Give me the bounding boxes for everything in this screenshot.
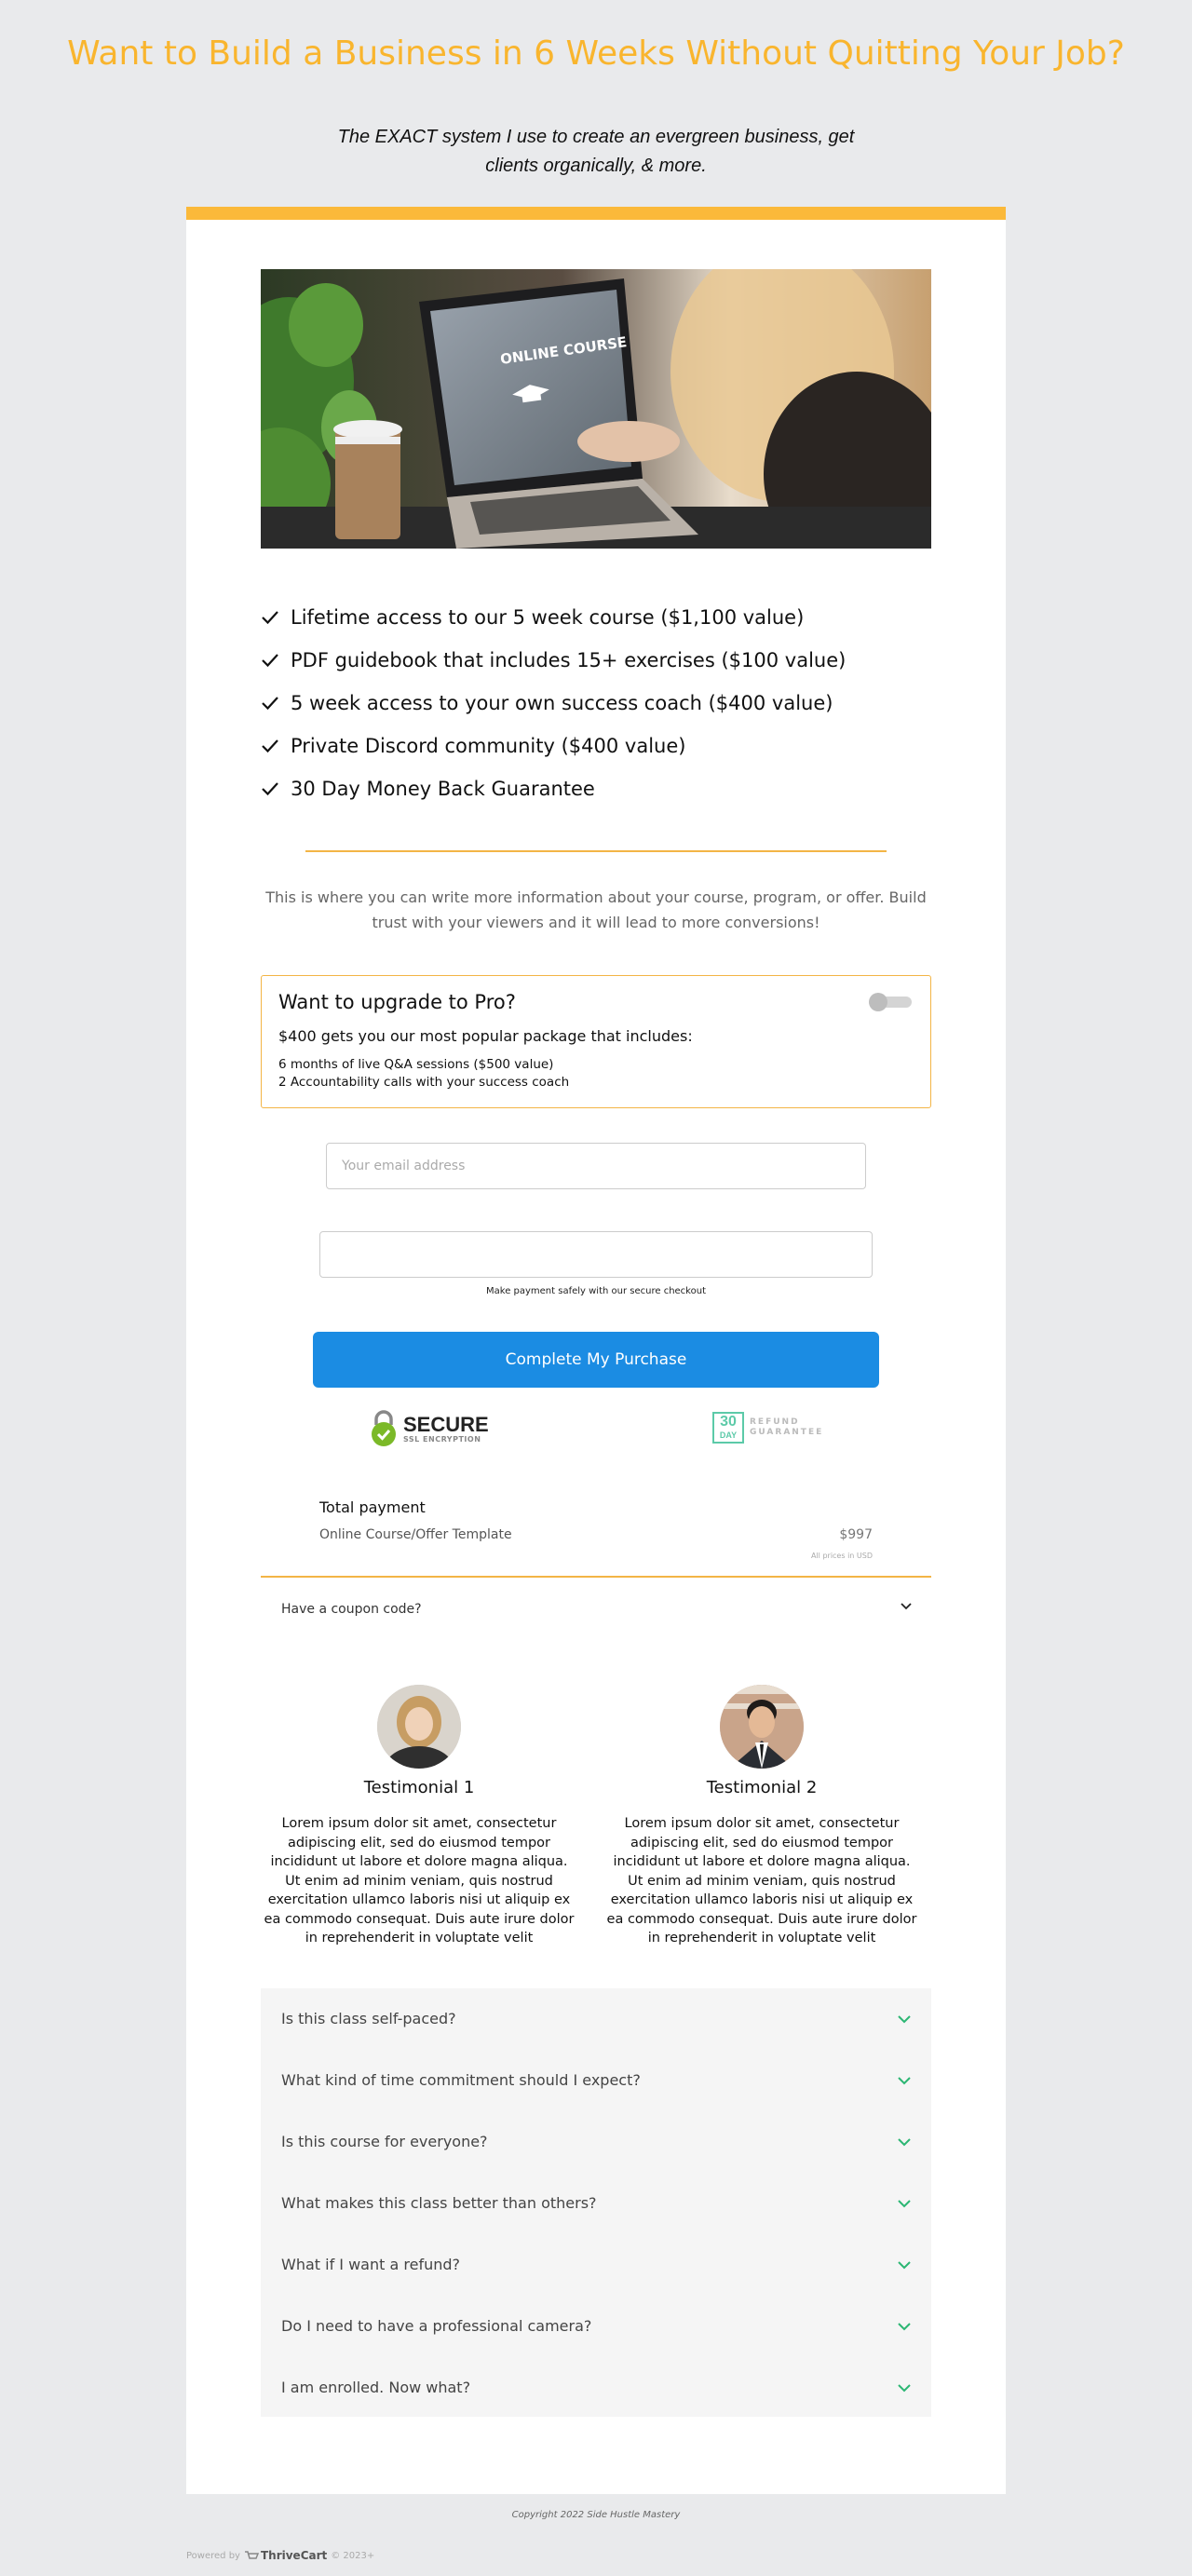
upgrade-description: $400 gets you our most popular package that includes: (278, 1027, 693, 1045)
faq-question: What makes this class better than others? (281, 2194, 597, 2212)
testimonial-card (261, 1685, 577, 1948)
avatar (377, 1685, 461, 1769)
benefit-text: Lifetime access to our 5 week course ($1,100 value) (291, 606, 805, 629)
faq-question: Is this class self-paced? (281, 2010, 456, 2027)
chevron-down-icon (897, 2013, 912, 2026)
faq-question: I am enrolled. Now what? (281, 2379, 471, 2396)
guarantee-line2: GUARANTEE (750, 1428, 824, 1437)
upgrade-title: Want to upgrade to Pro? (278, 991, 516, 1013)
avatar (720, 1685, 804, 1769)
complete-purchase-button[interactable]: Complete My Purchase (313, 1332, 879, 1388)
benefit-text: 5 week access to your own success coach ($400 value) (291, 692, 833, 714)
ssl-label: SSL ENCRYPTION (403, 1434, 481, 1444)
faq-item[interactable] (261, 2173, 931, 2234)
ssl-secure-badge (369, 1409, 489, 1448)
upgrade-item: 2 Accountability calls with your success coach (278, 1075, 570, 1090)
copyright-text: Copyright 2022 Side Hustle Mastery (511, 2510, 681, 2520)
faq-accordion (261, 1988, 931, 2417)
faq-item[interactable] (261, 2050, 931, 2111)
hero-screen-text: ONLINE COURSE (499, 333, 629, 368)
chevron-down-icon (897, 2074, 912, 2087)
faq-item[interactable] (261, 2111, 931, 2173)
padlock-icon (369, 1410, 399, 1447)
secure-label: SECURE (403, 1412, 489, 1436)
guarantee-line1: REFUND (750, 1417, 800, 1427)
checkmark-icon (261, 607, 291, 628)
order-item-price: $997 (839, 1527, 873, 1542)
faq-question: What kind of time commitment should I expect? (281, 2071, 641, 2089)
benefit-text: 30 Day Money Back Guarantee (291, 778, 595, 800)
page-title: Want to Build a Business in 6 Weeks Without Quitting Your Job? (67, 34, 1125, 73)
page-subtitle: The EXACT system I use to create an evergreen business, get clients organically, & more. (337, 127, 855, 176)
thirty-day-icon (712, 1412, 744, 1444)
total-payment-label: Total payment (319, 1498, 426, 1516)
faq-item[interactable] (261, 2357, 931, 2419)
testimonial-name: Testimonial 2 (706, 1778, 818, 1797)
chevron-down-icon (897, 2135, 912, 2149)
chevron-down-icon (897, 2197, 912, 2210)
faq-item[interactable] (261, 2296, 931, 2357)
benefit-item (261, 639, 931, 682)
chevron-down-icon (900, 1600, 913, 1613)
card-accent-bar (186, 207, 1006, 220)
thrivecart-logo-icon (244, 2550, 259, 2561)
upgrade-item: 6 months of live Q&A sessions ($500 value) (278, 1057, 554, 1072)
benefit-item (261, 682, 931, 725)
brand-name: ThriveCart (260, 2549, 328, 2562)
chevron-down-icon (897, 2320, 912, 2333)
hero-image (261, 269, 931, 549)
upgrade-box (261, 975, 931, 1108)
footer-year: © 2023+ (331, 2550, 375, 2561)
benefit-text: Private Discord community ($400 value) (291, 735, 686, 757)
chevron-down-icon (897, 2381, 912, 2394)
faq-item[interactable] (261, 2234, 931, 2296)
currency-note: All prices in USD (810, 1552, 873, 1560)
guarantee-day: DAY (719, 1430, 738, 1440)
faq-question: Do I need to have a professional camera? (281, 2317, 592, 2335)
laptop-course-illustration (261, 269, 931, 549)
refund-guarantee-badge (712, 1411, 823, 1444)
chevron-down-icon (897, 2258, 912, 2271)
benefit-text: PDF guidebook that includes 15+ exercises ($100 value) (291, 649, 847, 671)
checkmark-icon (261, 693, 291, 713)
coupon-toggle[interactable] (261, 1578, 931, 1632)
checkmark-icon (261, 650, 291, 671)
powered-by[interactable] (186, 2549, 374, 2562)
checkout-card (186, 207, 1006, 2494)
guarantee-number: 30 (720, 1414, 737, 1430)
faq-item[interactable] (261, 1988, 931, 2050)
testimonial-card (603, 1685, 920, 1948)
faq-question: What if I want a refund? (281, 2256, 461, 2273)
testimonial-quote: Lorem ipsum dolor sit amet, consectetur adipiscing elit, sed do eiusmod tempor incididunt ut labore et dolore magna aliqua. Ut enim ad minim veniam, quis nostrud exercitation ullamco laboris nisi ut aliquip ex ea commodo consequat. Duis aute irure dolor in reprehenderit in voluptate velit (264, 1816, 575, 1946)
info-text: This is where you can write more information about your course, program, or offer. Build trust with your viewers and it will lead to more conversions! (265, 888, 927, 931)
benefit-item (261, 725, 931, 767)
testimonial-name: Testimonial 1 (363, 1778, 475, 1797)
coupon-label: Have a coupon code? (281, 1602, 422, 1617)
secure-checkout-note: Make payment safely with our secure checkout (486, 1286, 706, 1296)
checkmark-icon (261, 779, 291, 799)
powered-by-label: Powered by (186, 2550, 240, 2561)
toggle-knob (869, 993, 887, 1011)
testimonial-quote: Lorem ipsum dolor sit amet, consectetur adipiscing elit, sed do eiusmod tempor incididunt ut labore et dolore magna aliqua. Ut enim ad minim veniam, quis nostrud exercitation ullamco laboris nisi ut aliquip ex ea commodo consequat. Duis aute irure dolor in reprehenderit in voluptate velit (606, 1816, 917, 1946)
faq-question: Is this course for everyone? (281, 2133, 488, 2150)
benefits-list (261, 596, 931, 810)
payment-card-field[interactable] (319, 1231, 873, 1278)
order-item-name: Online Course/Offer Template (319, 1527, 512, 1542)
email-input[interactable] (326, 1143, 866, 1189)
checkmark-icon (261, 736, 291, 756)
benefit-item (261, 596, 931, 639)
benefit-item (261, 767, 931, 810)
section-divider (305, 850, 887, 852)
upgrade-toggle[interactable] (869, 993, 914, 1011)
